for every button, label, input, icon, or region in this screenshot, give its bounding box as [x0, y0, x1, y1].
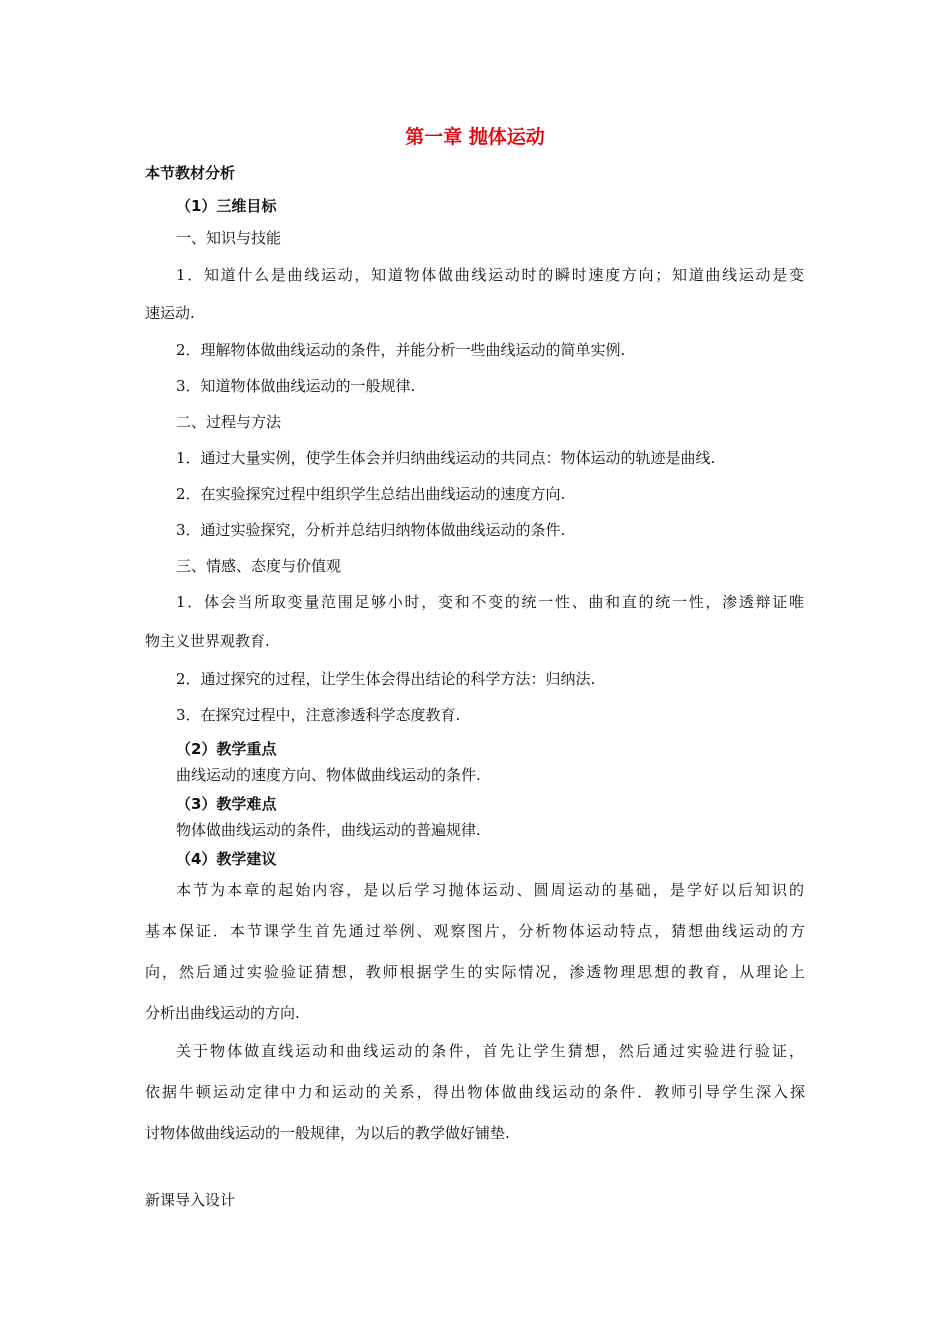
process-item-3: 3．通过实验探究，分析并总结归纳物体做曲线运动的条件. [176, 521, 566, 539]
emotion-item-2: 2．通过探究的过程，让学生体会得出结论的科学方法：归纳法. [176, 670, 596, 688]
suggestions-para-1-line-3: 向，然后通过实验验证猜想，教师根据学生的实际情况，渗透物理思想的教育，从理论上 [145, 963, 805, 981]
emotion-item-1-line-1: 1．体会当所取变量范围足够小时，变和不变的统一性、曲和直的统一性，渗透辩证唯 [176, 593, 804, 611]
suggestions-para-2-line-1: 关于物体做直线运动和曲线运动的条件，首先让学生猜想，然后通过实验进行验证， [176, 1042, 804, 1060]
emotion-heading: 三、情感、态度与价值观 [176, 557, 342, 575]
process-heading: 二、过程与方法 [176, 413, 282, 431]
knowledge-item-1-line-2: 速运动. [145, 304, 195, 322]
suggestions-heading: （4）教学建议 [176, 850, 277, 868]
suggestions-para-1-line-1: 本节为本章的起始内容，是以后学习抛体运动、圆周运动的基础，是学好以后知识的 [176, 881, 804, 899]
knowledge-item-2: 2．理解物体做曲线运动的条件，并能分析一些曲线运动的简单实例. [176, 341, 626, 359]
knowledge-item-1-line-1: 1．知道什么是曲线运动，知道物体做曲线运动时的瞬时速度方向；知道曲线运动是变 [176, 266, 804, 284]
goals-heading: （1）三维目标 [176, 197, 277, 215]
section-heading: 本节教材分析 [145, 164, 236, 182]
next-section-heading: 新课导入设计 [145, 1191, 236, 1209]
suggestions-para-1-line-4: 分析出曲线运动的方向. [145, 1004, 300, 1022]
process-item-2: 2．在实验探究过程中组织学生总结出曲线运动的速度方向. [176, 485, 566, 503]
chapter-title: 第一章 抛体运动 [405, 126, 545, 148]
key-points-heading: （2）教学重点 [176, 740, 277, 758]
suggestions-para-2-line-3: 讨物体做曲线运动的一般规律，为以后的教学做好铺垫. [145, 1124, 510, 1142]
emotion-item-1-line-2: 物主义世界观教育. [145, 632, 270, 650]
key-points-text: 曲线运动的速度方向、物体做曲线运动的条件. [176, 766, 481, 784]
process-item-1: 1．通过大量实例，使学生体会并归纳曲线运动的共同点：物体运动的轨迹是曲线. [176, 449, 716, 467]
knowledge-item-3: 3．知道物体做曲线运动的一般规律. [176, 377, 416, 395]
difficulties-heading: （3）教学难点 [176, 795, 277, 813]
emotion-item-3: 3．在探究过程中，注意渗透科学态度教育. [176, 706, 461, 724]
knowledge-heading: 一、知识与技能 [176, 229, 282, 247]
suggestions-para-1-line-2: 基本保证．本节课学生首先通过举例、观察图片，分析物体运动特点，猜想曲线运动的方 [145, 922, 805, 940]
difficulties-text: 物体做曲线运动的条件，曲线运动的普遍规律. [176, 821, 481, 839]
suggestions-para-2-line-2: 依据牛顿运动定律中力和运动的关系，得出物体做曲线运动的条件．教师引导学生深入探 [145, 1083, 805, 1101]
